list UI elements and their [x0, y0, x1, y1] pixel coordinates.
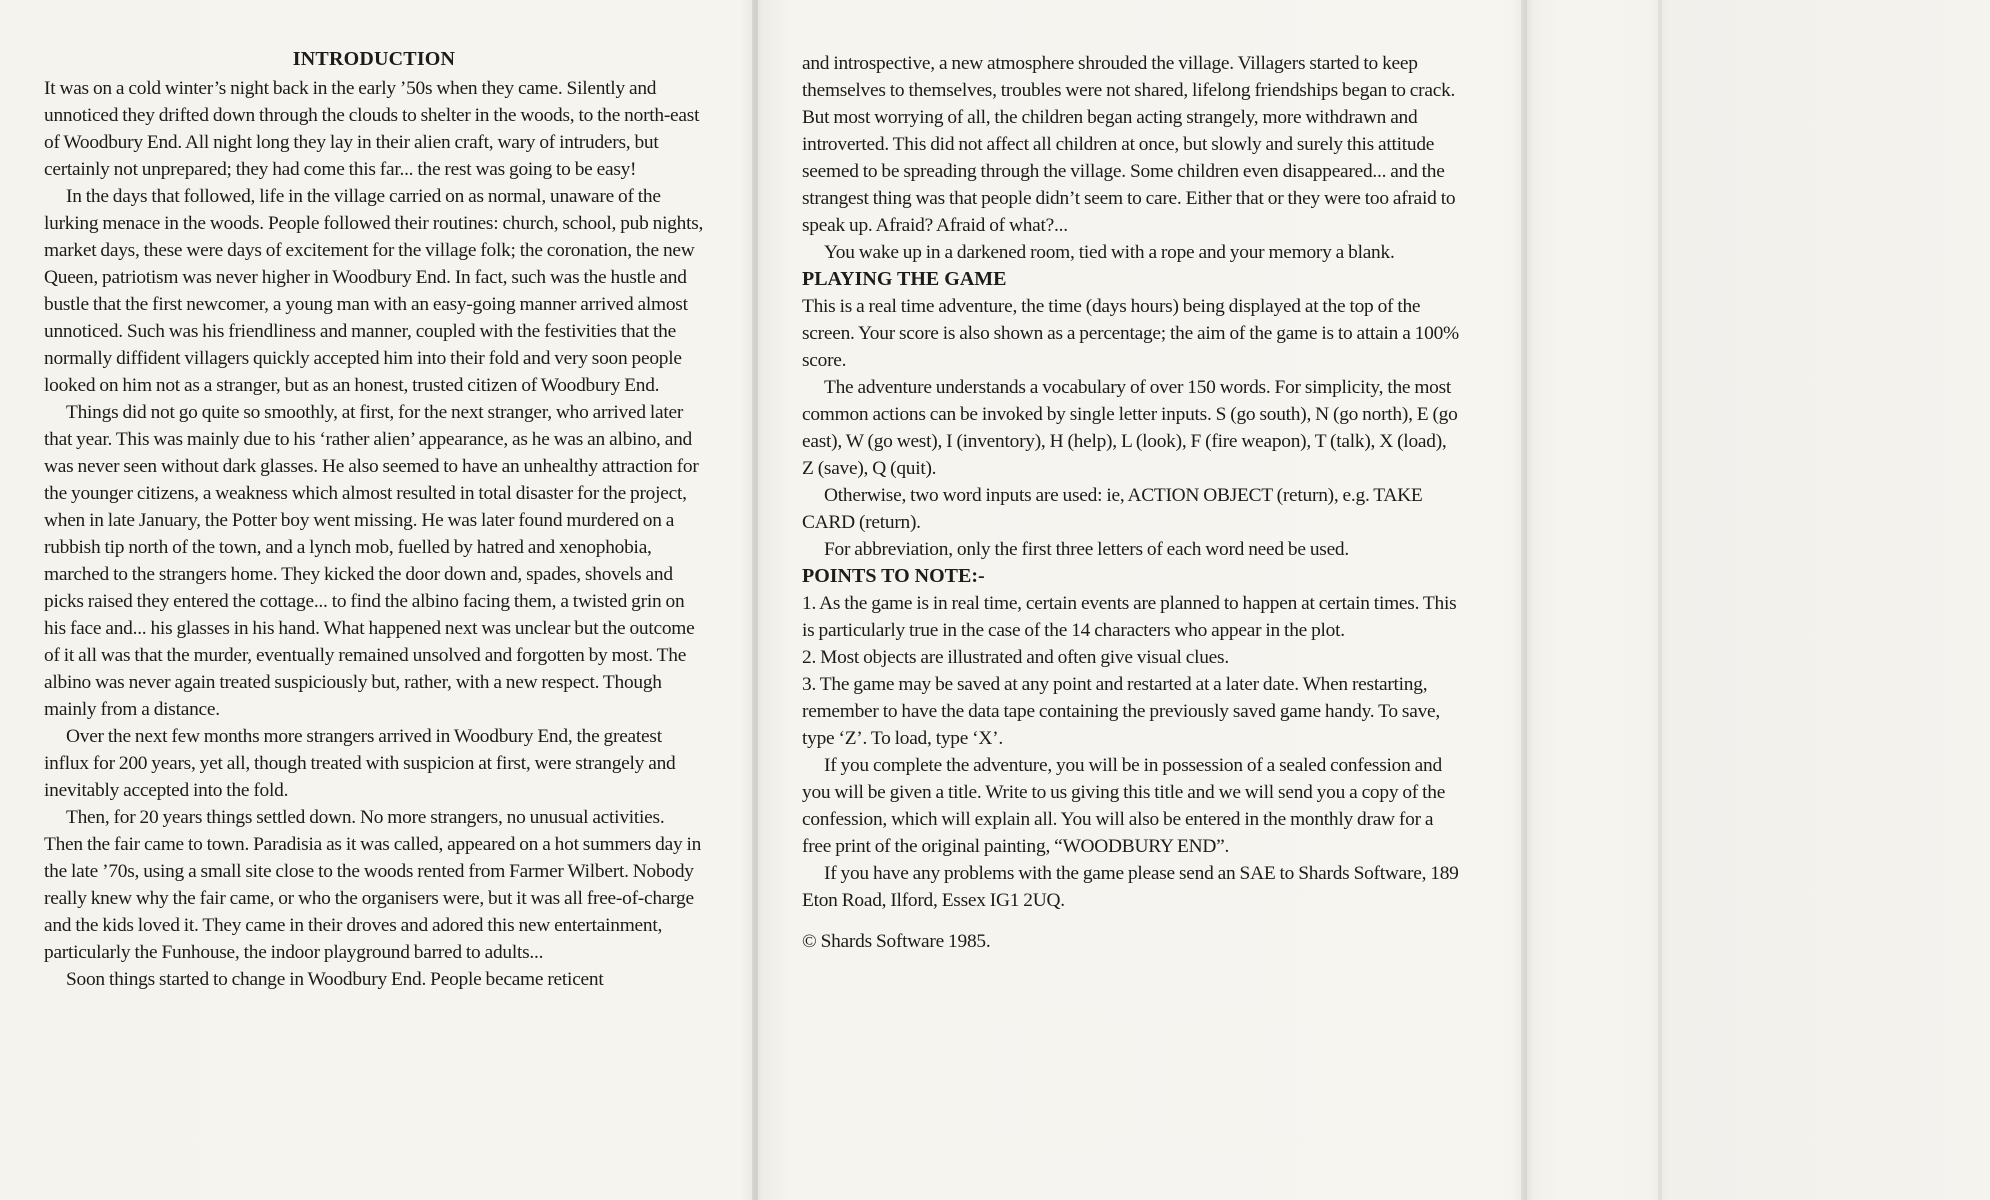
note-item: 3. The game may be saved at any point and restarted at a later date. When restarting, remember to have the data tape containing the previously saved game handy. To save, type ‘Z’. To load, type ‘X’.	[802, 674, 1440, 749]
story-paragraph: and introspective, a new atmosphere shrouded the village. Villagers started to keep themselves to themselves, troubles were not shared, lifelong friendships began to crack. But most worrying of all, the children began acting strangely, more withdrawn and introverted. This did not affect all children at once, but slowly and surely this attitude seemed to be spreading through the village. Some children even disappeared... and the strangest thing was that people didn’t seem to care. Either that or they were too afraid to speak up. Afraid? Afraid of what?...	[802, 53, 1456, 236]
instructions-paragraph: Otherwise, two word inputs are used: ie, ACTION OBJECT (return), e.g. TAKE CARD (return).	[802, 485, 1423, 533]
instructions-paragraph: The adventure understands a vocabulary of over 150 words. For simplicity, the most common actions can be invoked by single letter inputs. S (go south), N (go north), E (go east), W (go west), I (inventory), H (help), L (look), F (fire weapon), T (talk), X (load), Z (save), Q (quit).	[802, 377, 1458, 479]
introduction-heading: INTRODUCTION	[292, 48, 456, 70]
note-item: 1. As the game is in real time, certain events are planned to happen at certain times. This is particularly true in the case of the 14 characters who appear in the plot.	[802, 593, 1457, 641]
copyright-notice: © Shards Software 1985.	[802, 931, 991, 952]
story-paragraph: You wake up in a darkened room, tied with a rope and your memory a blank.	[824, 242, 1395, 263]
intro-paragraph: It was on a cold winter’s night back in the early ’50s when they came. Silently and unnoticed they drifted down through the clouds to shelter in the woods, to the north-east of Woodbury End. All night long they lay in their alien craft, wary of intruders, but certainly not unprepared; they had come this far... the rest was going to be easy!	[44, 78, 700, 180]
left-panel	[44, 46, 704, 993]
fold-crease	[752, 0, 758, 1200]
points-to-note-heading: POINTS TO NOTE:-	[802, 565, 985, 587]
closing-paragraph: If you have any problems with the game please send an SAE to Shards Software, 189 Eton Road, Ilford, Essex IG1 2UQ.	[802, 863, 1459, 911]
instructions-paragraph: This is a real time adventure, the time (days hours) being displayed at the top of the screen. Your score is also shown as a percentage; the aim of the game is to attain a 100% score.	[802, 296, 1459, 371]
intro-paragraph: Then, for 20 years things settled down. No more strangers, no unusual activities. Then the fair came to town. Paradisia as it was called, appeared on a hot summers day in the late ’70s, using a small site close to the woods rented from Farmer Wilbert. Nobody really knew why the fair came, or who the organisers were, but it was all free-of-charge and the kids loved it. They came in their droves and adored this new entertainment, particularly the Funhouse, the indoor playground barred to adults...	[44, 807, 702, 963]
intro-paragraph: Things did not go quite so smoothly, at first, for the next stranger, who arrived later that year. This was mainly due to his ‘rather alien’ appearance, as he was an albino, and was never seen without dark glasses. He also seemed to have an unhealthy attraction for the younger citizens, a weakness which almost resulted in total disaster for the project, when in late January, the Potter boy went missing. He was later found murdered on a rubbish tip north of the town, and a lynch mob, fuelled by hatred and xenophobia, marched to the strangers home. They kicked the door down and, spades, shovels and picks raised they entered the cottage... to find the albino facing them, a twisted grin on his face and... his glasses in his hand. What happened next was unclear but the outcome of it all was that the murder, eventually remained unsolved and forgotten by most. The albino was never again treated suspiciously but, rather, with a new respect. Though mainly from a distance.	[44, 402, 699, 720]
right-panel	[802, 50, 1462, 955]
intro-paragraph: Soon things started to change in Woodbury End. People became reticent	[66, 969, 604, 990]
fold-crease	[1521, 0, 1527, 1200]
playing-the-game-heading: PLAYING THE GAME	[802, 268, 1007, 290]
intro-paragraph: Over the next few months more strangers arrived in Woodbury End, the greatest influx for 200 years, yet all, though treated with suspicion at first, were strangely and inevitably accepted into the fold.	[44, 726, 676, 801]
intro-paragraph: In the days that followed, life in the village carried on as normal, unaware of the lurking menace in the woods. People followed their routines: church, school, pub nights, market days, these were days of excitement for the village folk; the coronation, the new Queen, patriotism was never higher in Woodbury End. In fact, such was the hustle and bustle that the first newcomer, a young man with an easy-going manner arrived almost unnoticed. Such was his friendliness and manner, coupled with the festivities that the normally diffident villagers quickly accepted him into their fold and very soon people looked on him not as a stranger, but as an honest, trusted citizen of Woodbury End.	[44, 186, 704, 396]
instructions-paragraph: For abbreviation, only the first three letters of each word need be used.	[824, 539, 1349, 560]
closing-paragraph: If you complete the adventure, you will be in possession of a sealed confession and you will be given a title. Write to us giving this title and we will send you a copy of the confession, which will explain all. You will also be entered in the monthly draw for a free print of the original painting, “WOODBURY END”.	[802, 755, 1446, 857]
note-item: 2. Most objects are illustrated and often give visual clues.	[802, 647, 1229, 668]
fold-crease	[1658, 0, 1662, 1200]
